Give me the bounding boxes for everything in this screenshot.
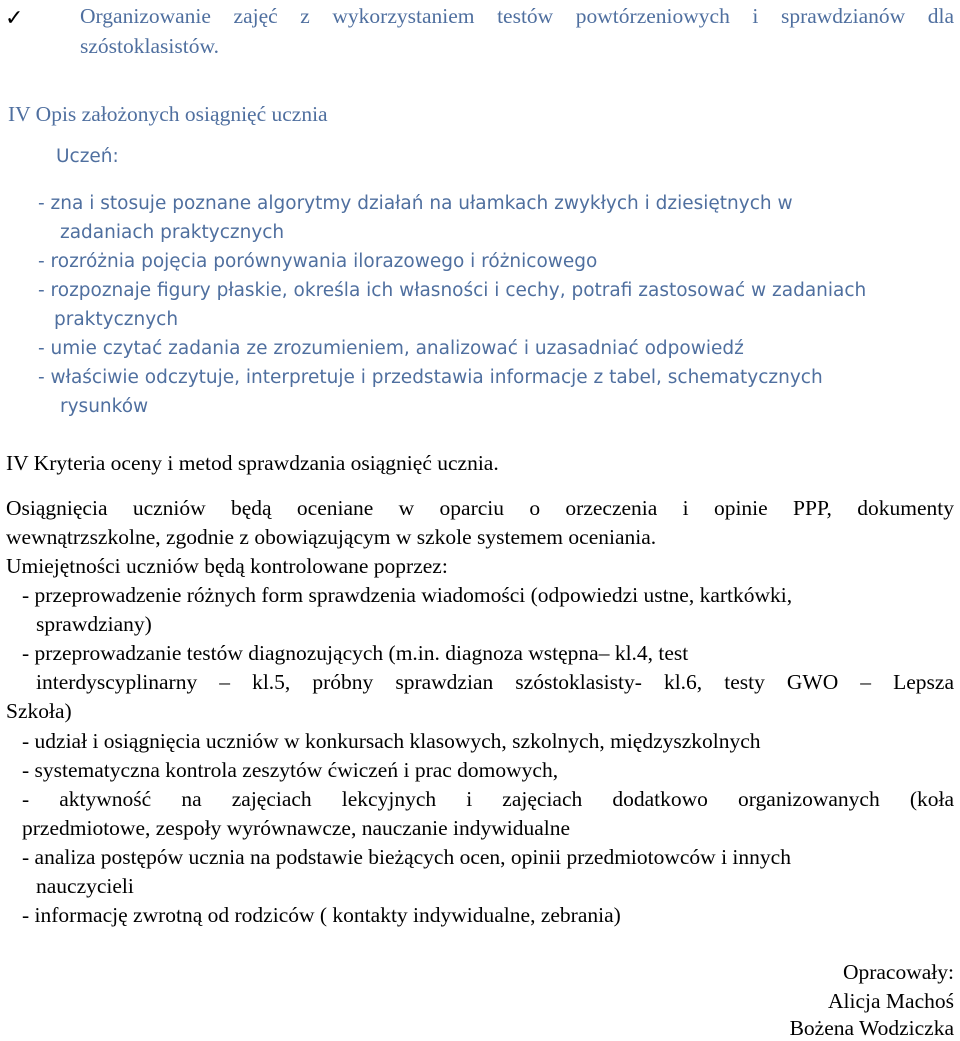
student-label: Uczeń: xyxy=(56,146,119,167)
section-heading-criteria: IV Kryteria oceny i metod sprawdzania osiągnięć ucznia. xyxy=(6,451,499,475)
outcome-line: rysunków xyxy=(60,396,149,417)
outcome-line: - właściwie odczytuje, interpretuje i przedstawia informacje z tabel, schematycznych xyxy=(38,367,823,388)
intro-line-1: Organizowanie zajęć z wykorzystaniem testów powtórzeniowych i sprawdzianów dla xyxy=(80,4,954,28)
outcome-line: - umie czytać zadania ze zrozumieniem, analizować i uzasadniać odpowiedź xyxy=(38,338,744,359)
controls-intro: Umiejętności uczniów będą kontrolowane poprzez: xyxy=(6,554,448,578)
criteria-paragraph-line: Osiągnięcia uczniów będą oceniane w oparciu o orzeczenia i opinie PPP, dokumenty xyxy=(6,496,954,520)
criteria-item: - przeprowadzanie testów diagnozujących (m.in. diagnoza wstępna– kl.4, test xyxy=(22,641,689,665)
criteria-item: - aktywność na zajęciach lekcyjnych i zajęciach dodatkowo organizowanych (koła xyxy=(22,787,954,811)
signature-name-2: Bożena Wodziczka xyxy=(789,1016,954,1040)
criteria-item: - analiza postępów ucznia na podstawie bieżących ocen, opinii przedmiotowców i innych xyxy=(22,845,791,869)
outcome-line: praktycznych xyxy=(54,309,179,330)
criteria-item: przedmiotowe, zespoły wyrównawcze, nauczanie indywidualne xyxy=(22,816,571,840)
outcome-line: - rozróżnia pojęcia porównywania ilorazowego i różnicowego xyxy=(38,251,598,272)
criteria-item: - informację zwrotną od rodziców ( kontakty indywidualne, zebrania) xyxy=(22,903,621,927)
signature-name-1: Alicja Machoś xyxy=(828,989,954,1013)
criteria-item: nauczycieli xyxy=(36,874,134,898)
outcome-line: - zna i stosuje poznane algorytmy działań na ułamkach zwykłych i dziesiętnych w xyxy=(38,193,793,214)
signature-label: Opracowały: xyxy=(842,960,954,984)
criteria-item: sprawdziany) xyxy=(36,612,152,636)
criteria-item: Szkoła) xyxy=(6,699,72,723)
outcome-line: - rozpoznaje figury płaskie, określa ich własności i cechy, potrafi zastosować w zadaniach xyxy=(38,280,867,301)
checkmark-icon: ✓ xyxy=(5,6,24,31)
criteria-paragraph-line: wewnątrzszkolne, zgodnie z obowiązującym w szkole systemem oceniania. xyxy=(6,525,657,549)
criteria-item: - systematyczna kontrola zeszytów ćwiczeń i prac domowych, xyxy=(22,758,559,782)
section-heading-outcomes: IV Opis założonych osiągnięć ucznia xyxy=(8,102,328,126)
intro-line-2: szóstoklasistów. xyxy=(80,34,219,58)
criteria-item: - udział i osiągnięcia uczniów w konkursach klasowych, szkolnych, międzyszkolnych xyxy=(22,729,761,753)
criteria-item: - przeprowadzenie różnych form sprawdzenia wiadomości (odpowiedzi ustne, kartkówki, xyxy=(22,583,793,607)
criteria-item: interdyscyplinarny – kl.5, próbny sprawdzian szóstoklasisty- kl.6, testy GWO – Lepsza xyxy=(36,670,954,694)
outcome-line: zadaniach praktycznych xyxy=(60,222,285,243)
